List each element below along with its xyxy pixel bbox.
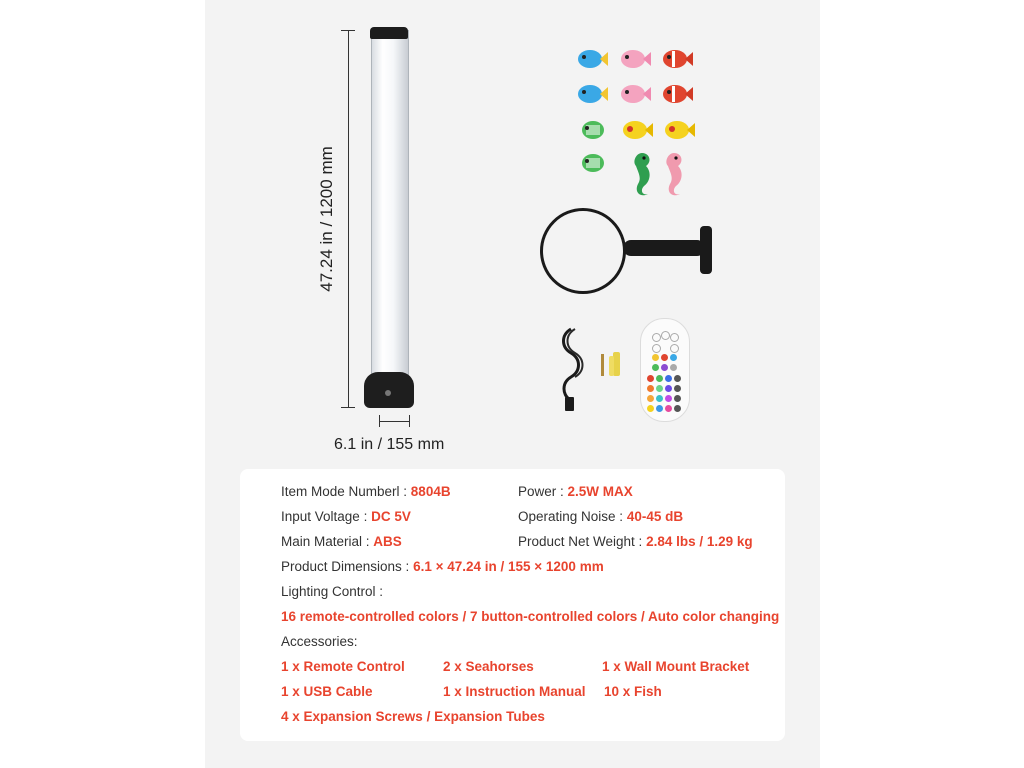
height-dimension-top-cap xyxy=(341,30,355,31)
accessory-item: 4 x Expansion Screws / Expansion Tubes xyxy=(281,709,545,724)
lamp-top-cap xyxy=(370,27,408,39)
fish-icon xyxy=(578,152,612,174)
accessory-item: 1 x USB Cable xyxy=(281,684,373,699)
height-dimension-line xyxy=(348,30,349,407)
accessory-item: 2 x Seahorses xyxy=(443,659,534,674)
seahorse-icon xyxy=(628,150,658,198)
spec-value: DC 5V xyxy=(371,509,411,524)
seahorse-icon xyxy=(660,150,690,198)
spec-accessories-label: Accessories: xyxy=(281,634,358,649)
spec-lighting-control-label: Lighting Control : xyxy=(281,584,384,599)
width-dimension-line xyxy=(379,421,409,422)
fish-icon xyxy=(660,48,694,70)
spec-value: 2.84 lbs / 1.29 kg xyxy=(646,534,753,549)
spec-main-material xyxy=(281,534,402,549)
spec-value: 40-45 dB xyxy=(626,509,684,524)
accessory-item: 1 x Remote Control xyxy=(281,659,405,674)
spec-label: Product Dimensions : xyxy=(281,559,414,574)
fish-icon xyxy=(660,83,694,105)
fish-icon xyxy=(578,119,612,141)
spec-value: 2.5W MAX xyxy=(567,484,633,499)
fish-icon xyxy=(575,48,609,70)
accessory-item: 1 x Wall Mount Bracket xyxy=(602,659,750,674)
width-dimension-label: 6.1 in / 155 mm xyxy=(334,436,445,453)
spec-label: Main Material : xyxy=(281,534,374,549)
spec-label: Operating Noise : xyxy=(518,509,627,524)
spec-label: Product Net Weight : xyxy=(518,534,647,549)
spec-power xyxy=(518,484,633,499)
spec-value: 8804B xyxy=(410,484,451,499)
height-dimension-bottom-cap xyxy=(341,407,355,408)
wall-bracket-plate xyxy=(700,226,712,274)
spec-operating-noise xyxy=(518,509,683,524)
width-dimension-left-cap xyxy=(379,415,380,427)
height-dimension-label: 47.24 in / 1200 mm xyxy=(317,146,336,292)
spec-label: Power : xyxy=(518,484,568,499)
wall-bracket-icon xyxy=(540,208,626,294)
wall-bracket-arm xyxy=(623,240,705,256)
power-button-icon xyxy=(385,390,391,396)
spec-lighting-control-value: 16 remote-controlled colors / 7 button-controlled colors / Auto color changing xyxy=(281,609,780,624)
fish-icon xyxy=(575,83,609,105)
spec-label: Input Voltage : xyxy=(281,509,372,524)
fish-icon xyxy=(620,119,654,141)
width-dimension-right-cap xyxy=(409,415,410,427)
spec-value: 6.1 × 47.24 in / 155 × 1200 mm xyxy=(413,559,604,574)
fish-icon xyxy=(618,48,652,70)
specifications-card xyxy=(240,469,785,741)
fish-icon xyxy=(618,83,652,105)
spec-input-voltage xyxy=(281,509,411,524)
lamp-base xyxy=(364,372,414,408)
remote-control-icon xyxy=(640,318,690,422)
usb-cable-icon xyxy=(555,325,591,413)
spec-product-dimensions xyxy=(281,559,604,574)
bubble-tube-lamp xyxy=(371,30,409,380)
spec-item-mode xyxy=(281,484,451,499)
fish-icon xyxy=(662,119,696,141)
spec-net-weight xyxy=(518,534,753,549)
screw-icon xyxy=(598,350,624,380)
spec-value: ABS xyxy=(373,534,402,549)
spec-label: Item Mode Numberl : xyxy=(281,484,411,499)
accessory-item: 1 x Instruction Manual xyxy=(443,684,586,699)
accessory-item: 10 x Fish xyxy=(604,684,662,699)
